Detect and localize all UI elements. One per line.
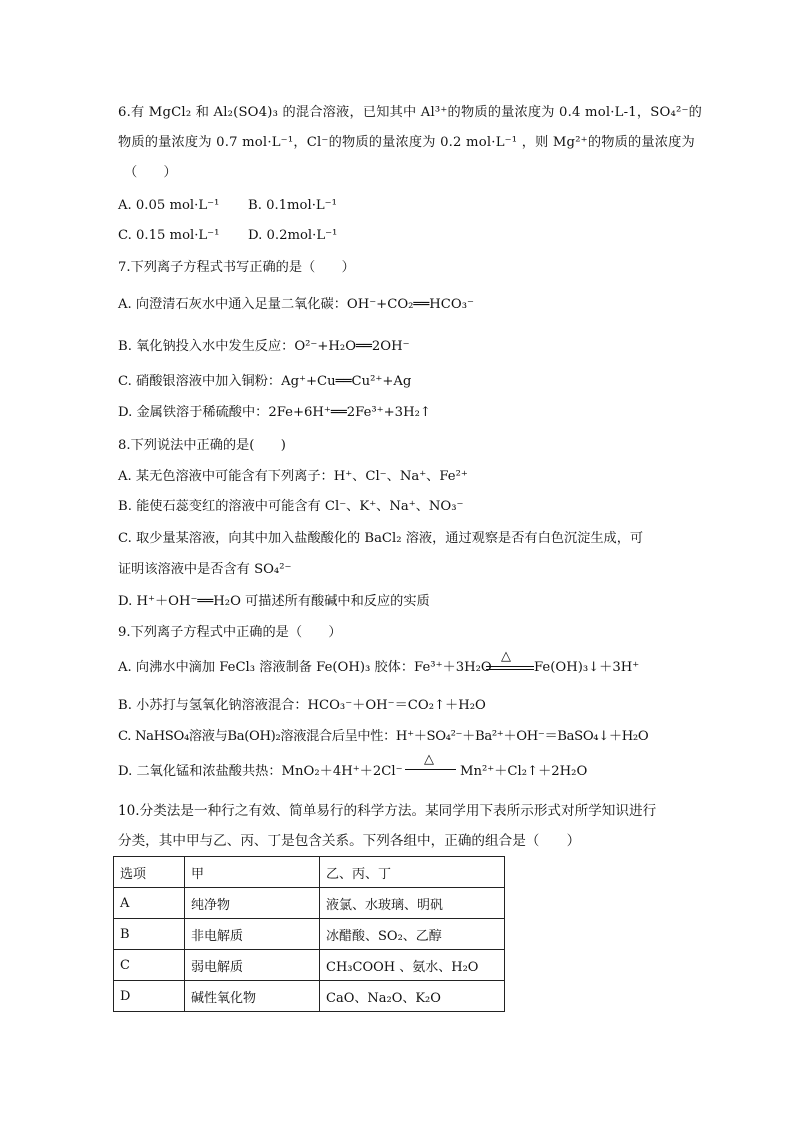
table-cell: 冰醋酸、SO₂、乙醇 — [320, 919, 505, 950]
q9-option-d-left: D. 二氧化锰和浓盐酸共热：MnO₂＋4H⁺＋2Cl⁻ — [118, 764, 403, 779]
q6-option-c: C. 0.15 mol·L⁻¹ — [118, 228, 220, 243]
q8-option-c-line-2: 证明该溶液中是否含有 SO₄²⁻ — [118, 562, 292, 577]
table-header-cell: 乙、丙、丁 — [320, 857, 505, 888]
table-cell: CH₃COOH 、氨水、H₂O — [320, 950, 505, 981]
q8-option-b: B. 能使石蕊变红的溶液中可能含有 Cl⁻、K⁺、Na⁺、NO₃⁻ — [118, 499, 464, 514]
q6-line-1: 6.有 MgCl₂ 和 Al₂(SO4)₃ 的混合溶液，已知其中 Al³⁺的物质的量浓度为 0.4 mol·L-1，SO₄²⁻的 — [118, 105, 703, 120]
table-row — [114, 981, 505, 1012]
table-cell: D — [114, 981, 185, 1012]
table-cell: 碱性氧化物 — [185, 981, 320, 1012]
q7-stem: 7.下列离子方程式书写正确的是（ ） — [118, 260, 355, 275]
q6-answer-blank: （ ） — [124, 165, 177, 180]
q9-option-d-right: Mn²⁺＋Cl₂↑＋2H₂O — [460, 764, 588, 779]
classification-table — [113, 856, 505, 1012]
q9-option-a-right: Fe(OH)₃↓＋3H⁺ — [534, 660, 640, 675]
table-row — [114, 950, 505, 981]
table-cell: C — [114, 950, 185, 981]
q8-option-a: A. 某无色溶液中可能含有下列离子：H⁺、Cl⁻、Na⁺、Fe²⁺ — [118, 469, 468, 484]
table-cell: B — [114, 919, 185, 950]
table-header-row — [114, 857, 505, 888]
q8-stem: 8.下列说法中正确的是( ) — [118, 438, 286, 453]
q9-option-a-reaction-bar-top — [486, 666, 534, 667]
q6-option-d: D. 0.2mol·L⁻¹ — [248, 228, 338, 243]
q10-line-2: 分类，其中甲与乙、丙、丁是包含关系。下列各组中，正确的组合是（ ） — [118, 833, 581, 849]
q9-option-d-reaction-bar — [405, 769, 456, 770]
q9-option-a-reaction-bar-bottom — [486, 669, 534, 670]
q8-option-c-line-1: C. 取少量某溶液，向其中加入盐酸酸化的 BaCl₂ 溶液，通过观察是否有白色沉淀生成，可 — [118, 531, 644, 546]
q7-option-c: C. 硝酸银溶液中加入铜粉：Ag⁺+Cu══Cu²⁺+Ag — [118, 374, 412, 389]
table-row — [114, 888, 505, 919]
table-cell: 弱电解质 — [185, 950, 320, 981]
q6-option-a: A. 0.05 mol·L⁻¹ — [118, 198, 220, 213]
table-header-cell: 甲 — [185, 857, 320, 888]
q7-option-a: A. 向澄清石灰水中通入足量二氧化碳：OH⁻+CO₂══HCO₃⁻ — [118, 297, 474, 312]
q6-option-b: B. 0.1mol·L⁻¹ — [248, 198, 337, 213]
q8-option-d: D. H⁺＋OH⁻══H₂O 可描述所有酸碱中和反应的实质 — [118, 594, 430, 609]
table-header-cell: 选项 — [114, 857, 185, 888]
q9-option-d-heat-symbol: △ — [424, 752, 434, 767]
q9-option-a-left: A. 向沸水中滴加 FeCl₃ 溶液制备 Fe(OH)₃ 胶体：Fe³⁺＋3H₂O — [118, 660, 492, 675]
table-cell: A — [114, 888, 185, 919]
q7-option-b: B. 氧化钠投入水中发生反应：O²⁻+H₂O══2OH⁻ — [118, 339, 410, 354]
table-cell: 纯净物 — [185, 888, 320, 919]
q7-option-d: D. 金属铁溶于稀硫酸中：2Fe+6H⁺══2Fe³⁺+3H₂↑ — [118, 405, 431, 420]
q9-option-c: C. NaHSO₄溶液与Ba(OH)₂溶液混合后呈中性：H⁺＋SO₄²⁻＋Ba²⁺＋OH⁻＝BaSO₄↓＋H₂O — [118, 729, 649, 744]
q10-line-1: 10.分类法是一种行之有效、简单易行的科学方法。某同学用下表所示形式对所学知识进行 — [118, 803, 657, 819]
table-cell: CaO、Na₂O、K₂O — [320, 981, 505, 1012]
q9-option-a-heat-symbol: △ — [501, 649, 511, 664]
q6-line-2: 物质的量浓度为 0.7 mol·L⁻¹，Cl⁻的物质的量浓度为 0.2 mol·L⁻¹ ，则 Mg²⁺的物质的量浓度为 — [118, 135, 695, 150]
q9-stem: 9.下列离子方程式中正确的是（ ） — [118, 625, 342, 640]
table-cell: 非电解质 — [185, 919, 320, 950]
q9-option-b: B. 小苏打与氢氧化钠溶液混合：HCO₃⁻＋OH⁻＝CO₂↑＋H₂O — [118, 698, 486, 713]
table-cell: 液氯、水玻璃、明矾 — [320, 888, 505, 919]
table-row — [114, 919, 505, 950]
